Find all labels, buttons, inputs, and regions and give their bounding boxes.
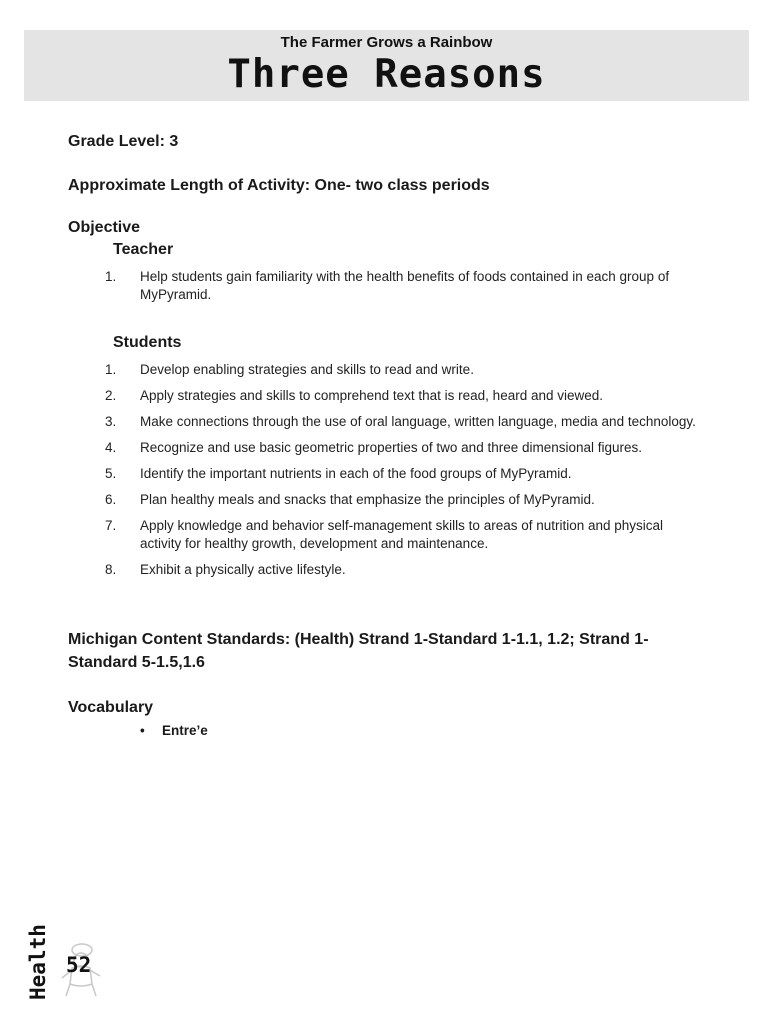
activity-length: Approximate Length of Activity: One- two class periods xyxy=(68,177,490,194)
vocabulary-heading: Vocabulary xyxy=(68,699,154,716)
item-text: Exhibit a physically active lifestyle. xyxy=(140,562,346,577)
item-text: Help students gain familiarity with the health benefits of foods contained in each group of MyPyramid. xyxy=(140,269,670,302)
item-number: 8. xyxy=(105,562,117,577)
item-number: 2. xyxy=(105,388,117,403)
item-text: Apply strategies and skills to comprehend text that is read, heard and viewed. xyxy=(140,388,604,403)
list-item xyxy=(105,387,705,405)
item-number: 1. xyxy=(105,362,117,377)
page-title: Three Reasons xyxy=(227,52,546,97)
page-number: 52 xyxy=(66,953,92,977)
content-standards: Michigan Content Standards: (Health) Strand 1-Standard 1-1.1, 1.2; Strand 1-Standard 5-1.5,1.6 xyxy=(68,631,649,671)
item-number: 4. xyxy=(105,440,117,455)
list-item xyxy=(105,491,705,509)
grade-level: Grade Level: 3 xyxy=(68,133,179,150)
objective-heading: Objective xyxy=(68,219,141,236)
teacher-list xyxy=(105,268,705,312)
item-text: Recognize and use basic geometric properties of two and three dimensional figures. xyxy=(140,440,643,455)
series-title: The Farmer Grows a Rainbow xyxy=(280,34,493,51)
students-heading: Students xyxy=(113,334,182,351)
list-item xyxy=(105,517,705,553)
item-number: 1. xyxy=(105,269,117,284)
item-number: 5. xyxy=(105,466,117,481)
item-number: 3. xyxy=(105,414,117,429)
teacher-heading: Teacher xyxy=(113,241,174,258)
item-text: Develop enabling strategies and skills to read and write. xyxy=(140,362,474,377)
list-item xyxy=(105,561,705,579)
list-item xyxy=(105,465,705,483)
item-text: Make connections through the use of oral language, written language, media and technology. xyxy=(140,414,696,429)
list-item xyxy=(105,361,705,379)
item-number: 7. xyxy=(105,518,117,533)
side-tab-label: Health xyxy=(26,924,50,1000)
list-item xyxy=(105,268,705,304)
item-text: Identify the important nutrients in each of the food groups of MyPyramid. xyxy=(140,466,572,481)
list-item xyxy=(105,439,705,457)
item-number: 6. xyxy=(105,492,117,507)
vocabulary-item xyxy=(140,723,208,738)
bullet-icon: • xyxy=(140,723,145,738)
header-band xyxy=(24,30,749,101)
students-list xyxy=(105,361,705,587)
list-item xyxy=(105,413,705,431)
item-text: Plan healthy meals and snacks that emphasize the principles of MyPyramid. xyxy=(140,492,595,507)
item-text: Apply knowledge and behavior self-management skills to areas of nutrition and physical activity for healthy growth, development and maintenance. xyxy=(140,518,664,551)
vocabulary-term: Entre’e xyxy=(162,723,208,738)
